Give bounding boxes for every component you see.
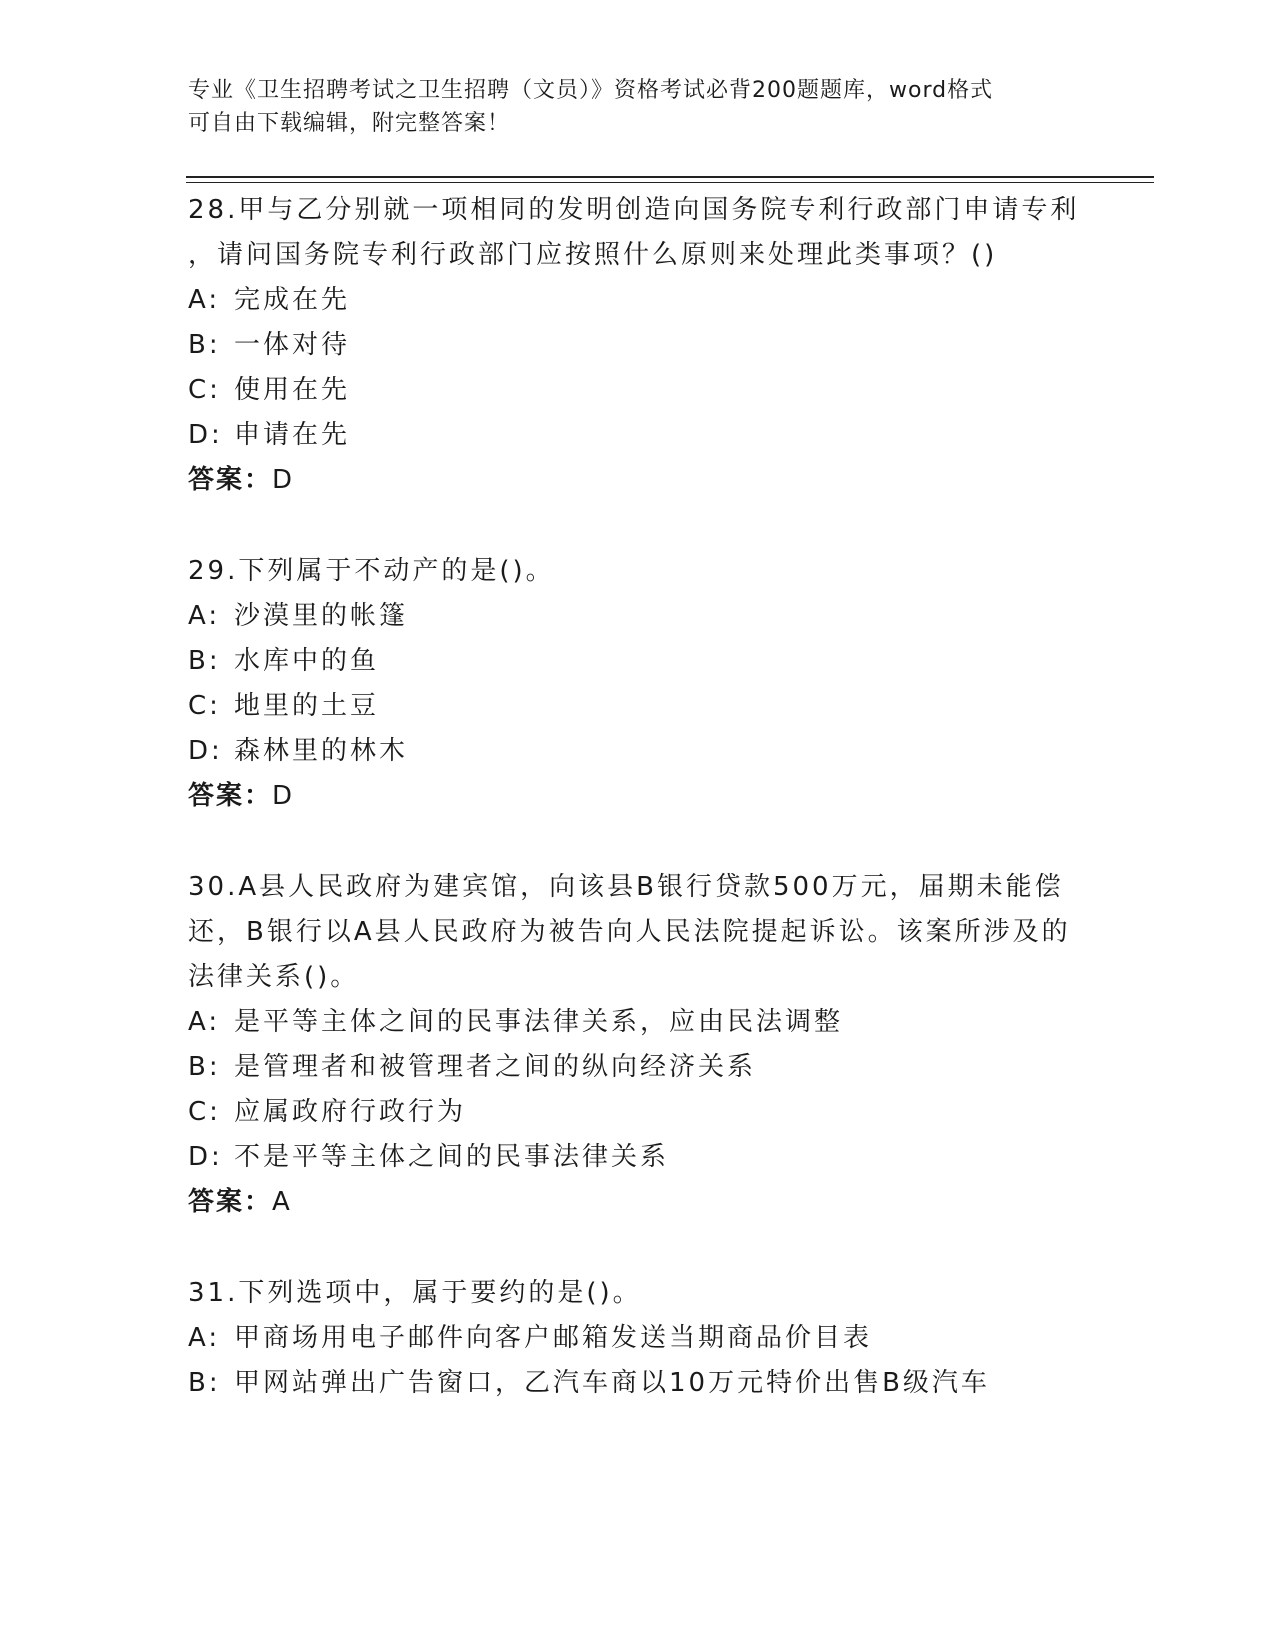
option-c <box>188 1090 1088 1135</box>
option-text: 是管理者和被管理者之间的纵向经济关系 <box>234 1052 757 1082</box>
option-text: 森林里的林木 <box>234 736 409 766</box>
option-text: 一体对待 <box>234 330 351 360</box>
question-31 <box>188 1271 1088 1406</box>
question-text-line: 还，B银行以A县人民政府为被告向人民法院提起诉讼。该案所涉及的 <box>188 917 1071 947</box>
option-text: 沙漠里的帐篷 <box>234 601 409 631</box>
option-b <box>188 323 1088 368</box>
option-letter: C: <box>188 691 221 721</box>
option-letter: D: <box>188 1142 223 1172</box>
option-b <box>188 1045 1088 1090</box>
question-text-line: 30.A县人民政府为建宾馆，向该县B银行贷款500万元，届期未能偿 <box>188 872 1064 902</box>
option-letter: A: <box>188 601 221 631</box>
option-a <box>188 1000 1088 1045</box>
option-c <box>188 684 1088 729</box>
option-d <box>188 729 1088 774</box>
answer-value: D <box>272 781 295 811</box>
option-text: 完成在先 <box>234 285 351 315</box>
question-text-line: 28.甲与乙分别就一项相同的发明创造向国务院专利行政部门申请专利 <box>188 195 1080 225</box>
answer-line <box>188 1180 1088 1225</box>
option-letter: C: <box>188 375 221 405</box>
option-a <box>188 278 1088 323</box>
question-29 <box>188 549 1088 819</box>
answer-line <box>188 458 1088 503</box>
answer-label: 答案： <box>188 1187 273 1217</box>
option-text: 甲网站弹出广告窗口，乙汽车商以10万元特价出售B级汽车 <box>234 1368 990 1398</box>
answer-label: 答案： <box>188 781 273 811</box>
option-letter: B: <box>188 330 221 360</box>
option-a <box>188 1316 1088 1361</box>
question-28 <box>188 188 1088 503</box>
option-letter: D: <box>188 420 223 450</box>
option-letter: B: <box>188 646 221 676</box>
option-d <box>188 1135 1088 1180</box>
option-letter: A: <box>188 285 221 315</box>
option-letter: A: <box>188 1007 221 1037</box>
header-divider-thin <box>186 182 1154 183</box>
document-header <box>188 74 1068 140</box>
option-b <box>188 639 1088 684</box>
option-text: 应属政府行政行为 <box>234 1097 467 1127</box>
option-text: 地里的土豆 <box>234 691 380 721</box>
option-text: 申请在先 <box>234 420 351 450</box>
answer-label: 答案： <box>188 465 273 495</box>
option-text: 甲商场用电子邮件向客户邮箱发送当期商品价目表 <box>234 1323 873 1353</box>
option-letter: A: <box>188 1323 221 1353</box>
option-text: 是平等主体之间的民事法律关系，应由民法调整 <box>234 1007 844 1037</box>
option-c <box>188 368 1088 413</box>
option-letter: C: <box>188 1097 221 1127</box>
option-text: 水库中的鱼 <box>234 646 380 676</box>
option-a <box>188 594 1088 639</box>
question-text-line: 31.下列选项中，属于要约的是()。 <box>188 1278 642 1308</box>
header-line-1: 专业《卫生招聘考试之卫生招聘（文员）》资格考试必背200题题库，word格式 <box>188 78 994 103</box>
question-text-line: ，请问国务院专利行政部门应按照什么原则来处理此类事项？() <box>188 240 998 270</box>
question-list <box>188 188 1088 1452</box>
option-d <box>188 413 1088 458</box>
question-text-line: 29.下列属于不动产的是()。 <box>188 556 555 586</box>
option-letter: D: <box>188 736 223 766</box>
question-text-line: 法律关系()。 <box>188 962 360 992</box>
question-30 <box>188 865 1088 1225</box>
option-text: 不是平等主体之间的民事法律关系 <box>234 1142 670 1172</box>
option-text: 使用在先 <box>234 375 351 405</box>
header-divider-thick <box>186 176 1154 178</box>
answer-line <box>188 774 1088 819</box>
answer-value: D <box>272 465 295 495</box>
option-b <box>188 1361 1088 1406</box>
option-letter: B: <box>188 1368 221 1398</box>
header-line-2: 可自由下载编辑，附完整答案！ <box>188 111 511 136</box>
answer-value: A <box>272 1187 292 1217</box>
option-letter: B: <box>188 1052 221 1082</box>
